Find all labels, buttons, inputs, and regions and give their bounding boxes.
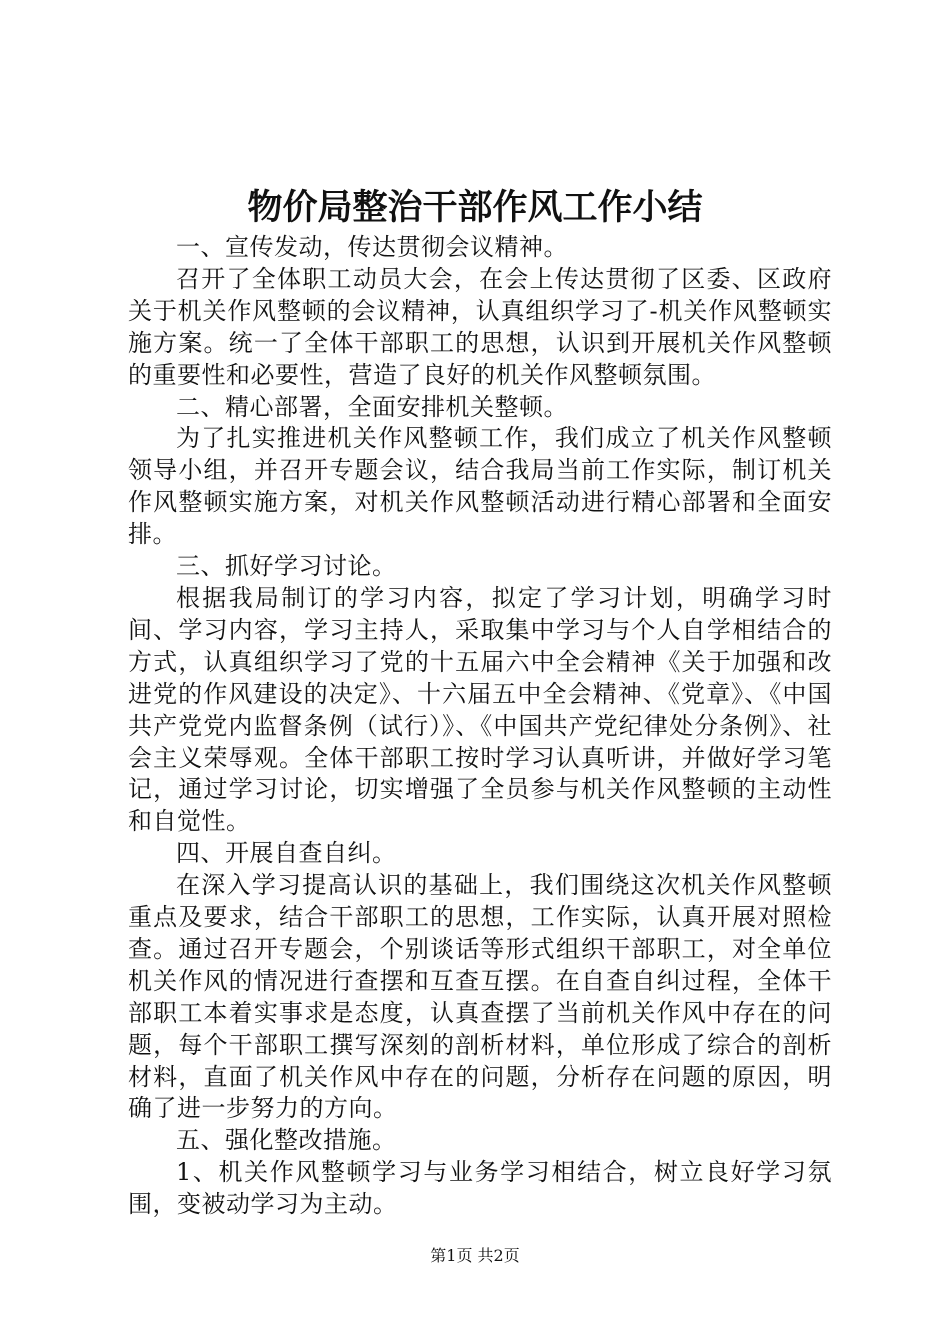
- page-number-footer: 第1页 共2页: [430, 1246, 520, 1265]
- paragraph-3: 根据我局制订的学习内容，拟定了学习计划，明确学习时间、学习内容，学习主持人，采取集中学习与个人自学相结合的方式，认真组织学习了党的十五届六中全会精神《关于加强和改进党的作风建设的决定》、十六届五中全会精神、《党章》、《中国共产党党内监督条例（试行）》、《中国共产党纪律处分条例》、社会主义荣辱观。全体干部职工按时学习认真听讲，并做好学习笔记，通过学习讨论，切实增强了全员参与机关作风整顿的主动性和自觉性。: [128, 583, 832, 836]
- section-heading-5: 五、强化整改措施。: [176, 1126, 397, 1155]
- paragraph-1: 召开了全体职工动员大会，在会上传达贯彻了区委、区政府关于机关作风整顿的会议精神，认真组织学习了-机关作风整顿实施方案。统一了全体干部职工的思想，认识到开展机关作风整顿的重要性和必要性，营造了良好的机关作风整顿氛围。: [128, 264, 832, 389]
- section-heading-4: 四、开展自查自纠。: [176, 839, 397, 868]
- document-title: 物价局整治干部作风工作小结: [247, 187, 703, 228]
- paragraph-4: 在深入学习提高认识的基础上，我们围绕这次机关作风整顿重点及要求，结合干部职工的思想，工作实际，认真开展对照检查。通过召开专题会，个别谈话等形式组织干部职工，对全单位机关作风的情况进行查摆和互查互摆。在自查自纠过程，全体干部职工本着实事求是态度，认真查摆了当前机关作风中存在的问题，每个干部职工撰写深刻的剖析材料，单位形成了综合的剖析材料，直面了机关作风中存在的问题，分析存在问题的原因，明确了进一步努力的方向。: [128, 871, 832, 1123]
- paragraph-5: 1、机关作风整顿学习与业务学习相结合，树立良好学习氛围，变被动学习为主动。: [128, 1158, 832, 1219]
- section-heading-1: 一、宣传发动，传达贯彻会议精神。: [176, 233, 568, 261]
- section-heading-3: 三、抓好学习讨论。: [176, 552, 397, 581]
- section-heading-2: 二、精心部署，全面安排机关整顿。: [176, 392, 568, 421]
- document-body: [128, 232, 832, 1221]
- paragraph-2: 为了扎实推进机关作风整顿工作，我们成立了机关作风整顿领导小组，并召开专题会议，结合我局当前工作实际，制订机关作风整顿实施方案，对机关作风整顿活动进行精心部署和全面安排。: [128, 424, 832, 549]
